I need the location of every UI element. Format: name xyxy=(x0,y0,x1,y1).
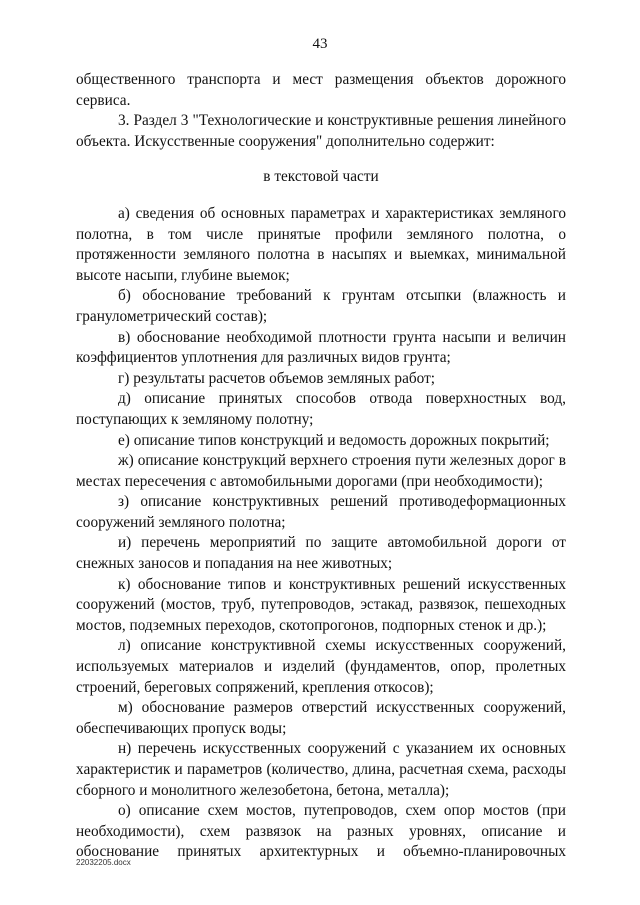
list-item-e: е) описание типов конструкций и ведомость дорожных покрытий; xyxy=(118,431,550,449)
list-item-g: г) результаты расчетов объемов земляных работ; xyxy=(118,369,436,387)
list-item-i: и) перечень мероприятий по защите автомобильной дороги от снежных заносов и попадания на нее животных; xyxy=(76,534,566,573)
list-item-a: а) сведения об основных параметрах и характеристиках земляного полотна, в том числе принятые профили земляного полотна, о протяженности земляного полотна в насыпях и выемках, минимальной высоте насыпи, глубине выемок; xyxy=(76,204,566,284)
paragraph-section-3: 3. Раздел 3 "Технологические и конструктивные решения линейного объекта. Искусственные сооружения" дополнительно содержит: xyxy=(76,112,566,150)
list-item-k: к) обоснование типов и конструктивных решений искусственных сооружений (мостов, труб, путепроводов, эстакад, развязок, пешеходных мостов, подземных переходов, скотопрогонов, подпорных стенок и др.); xyxy=(76,575,566,634)
list-item-d: д) описание принятых способов отвода поверхностных вод, поступающих к земляному полотну; xyxy=(76,390,566,428)
list-item-l: л) описание конструктивной схемы искусственных сооружений, используемых материалов и изделий (фундаментов, опор, пролетных строений, береговых сопряжений, крепления откосов); xyxy=(76,637,566,696)
list-item-zh: ж) описание конструкций верхнего строения пути железных дорог в местах пересечения с автомобильными дорогами (при необходимости); xyxy=(76,452,566,490)
list-item-n: н) перечень искусственных сооружений с указанием их основных характеристик и параметров (количество, длина, расчетная схема, расходы сборного и монолитного железобетона, бетона, металла); xyxy=(76,740,566,799)
document-body xyxy=(76,70,566,863)
list-item-m: м) обоснование размеров отверстий искусственных сооружений, обеспечивающих пропуск воды; xyxy=(76,699,566,737)
list-item-o: о) описание схем мостов, путепроводов, схем опор мостов (при необходимости), схем развязок на разных уровнях, описание и обоснование принятых архитектурных и объемно-планировочных xyxy=(76,802,566,861)
page-number: 43 xyxy=(312,36,328,52)
subheading-text-part: в текстовой части xyxy=(263,168,379,186)
list-item-v: в) обоснование необходимой плотности грунта насыпи и величин коэффициентов уплотнения для различных видов грунта; xyxy=(76,328,566,367)
footer-filename: 22032205.docx xyxy=(76,858,131,867)
list-item-z: з) описание конструктивных решений противодеформационных сооружений земляного полотна; xyxy=(76,493,566,531)
list-item-b: б) обоснование требований к грунтам отсыпки (влажность и гранулометрический состав); xyxy=(76,287,566,325)
paragraph-continuation: общественного транспорта и мест размещения объектов дорожного сервиса. xyxy=(76,71,566,109)
